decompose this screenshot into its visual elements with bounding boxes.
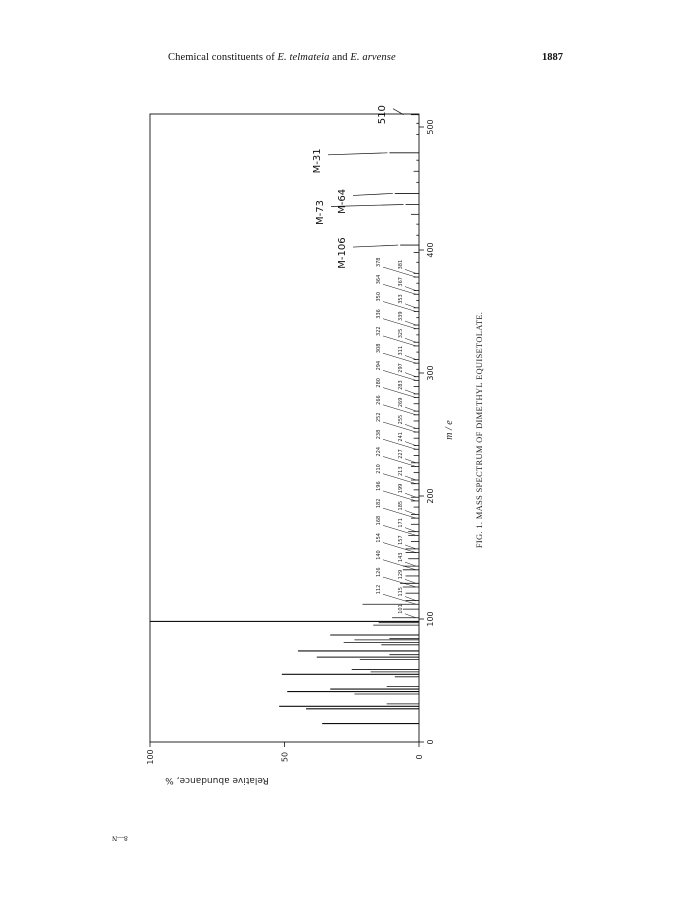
peak-label-leader [405,373,416,377]
peak-label: 339 [398,311,404,322]
peak-label: 182 [376,498,382,509]
x-axis-title: m / e [444,420,455,440]
peak-label: 378 [376,257,382,268]
peak-label: 129 [398,569,404,580]
annotation-leader [353,245,398,247]
peak-label: 101 [398,604,404,614]
peak-label: 280 [376,378,382,388]
peak-label-leader [405,442,416,446]
peak-label: 112 [376,584,382,595]
peak-label: 185 [398,500,404,511]
peak-label-leader [405,338,416,342]
peak-label: 199 [398,483,404,494]
peak-label: 364 [376,274,382,285]
fragment-annotation: M-31 [312,148,323,174]
peak-label: 297 [398,363,404,373]
peak-label: 353 [398,294,404,304]
running-head-text: Chemical constituents of [168,52,278,63]
peak-label: 269 [398,397,404,408]
fragment-annotation: M-73 [315,200,326,225]
peak-label-leader [405,597,416,601]
page-number: 1887 [542,52,563,63]
peak-label: 213 [398,466,404,477]
figure-caption: FIG. 1. MASS SPECTRUM OF DIMETHYL EQUISETOLATE. [474,311,484,549]
peak-label: 157 [398,535,404,545]
species-name-arvense: E. arvense [350,52,396,63]
peak-label: 336 [376,309,382,319]
x-tick-label: 300 [426,365,435,381]
peak-label-leader [405,459,416,463]
peak-label: 238 [376,429,382,440]
peak-label: 115 [398,587,404,597]
peak-label: 308 [376,343,382,354]
peak-labels [376,258,416,618]
peak-label: 210 [376,464,382,474]
peak-label: 266 [376,395,382,405]
y-axis-title: Relative abundance, % [165,775,269,785]
peak-label: 168 [376,515,382,526]
peak-label: 171 [398,518,404,528]
x-tick-label: 100 [426,611,435,627]
peak-label-leader [405,287,416,291]
peak-label: 126 [376,567,382,578]
peak-label-leader [405,407,416,411]
peak-label: 311 [398,345,404,356]
peak-label: 255 [398,414,404,425]
fragment-annotation: M-106 [337,237,348,269]
peak-label-leader [405,355,416,359]
peak-label-leader [405,510,416,514]
running-head-conjunction: and [329,52,351,63]
y-axis-ticks [146,742,424,765]
peak-label: 294 [376,360,382,371]
peak-label: 143 [398,552,404,563]
peak-label-leader [405,390,416,394]
peak-label: 140 [376,550,382,560]
x-tick-label: 200 [426,488,435,504]
peak-label: 154 [376,533,382,543]
peak-label-leader [405,321,416,325]
peak-label-leader [405,614,416,618]
y-tick-label: 50 [280,751,290,763]
peak-label: 283 [398,380,404,390]
peak-label: 381 [398,259,404,270]
peak-label-leader [405,528,416,532]
peak-label-leader [405,304,416,308]
peak-label: 322 [376,326,382,336]
peak-label-leader [405,579,416,583]
peak-label: 224 [376,446,382,457]
species-name-telmateia: E. telmateia [277,52,330,63]
peak-label-leader [405,269,416,273]
peak-label-leader [405,562,416,566]
x-tick-label: 400 [426,242,435,258]
folio-mark: 8—N [112,834,128,842]
peak-label: 227 [398,449,404,459]
y-tick-label: 100 [146,749,155,765]
y-tick-label: 0 [415,754,424,760]
peak-label: 325 [398,328,404,339]
x-tick-label: 500 [426,119,435,135]
peak-label: 241 [398,432,404,442]
peak-label: 252 [376,412,382,423]
fragment-annotations [312,105,404,269]
peak-label-leader [405,476,416,480]
x-tick-label: 0 [426,739,435,745]
peak-label: 350 [376,291,382,302]
peak-label-leader [405,545,416,549]
peak-label: 196 [376,481,382,491]
fragment-annotation: M-64 [337,188,348,214]
annotation-leader [353,193,393,195]
peak-label: 367 [398,277,404,287]
fragment-annotation: 510 [377,105,388,125]
x-axis-ticks [419,119,435,744]
peak-label-leader [405,493,416,497]
plot-frame [150,114,419,742]
peak-label-leader [405,424,416,428]
annotation-leader [328,153,387,155]
